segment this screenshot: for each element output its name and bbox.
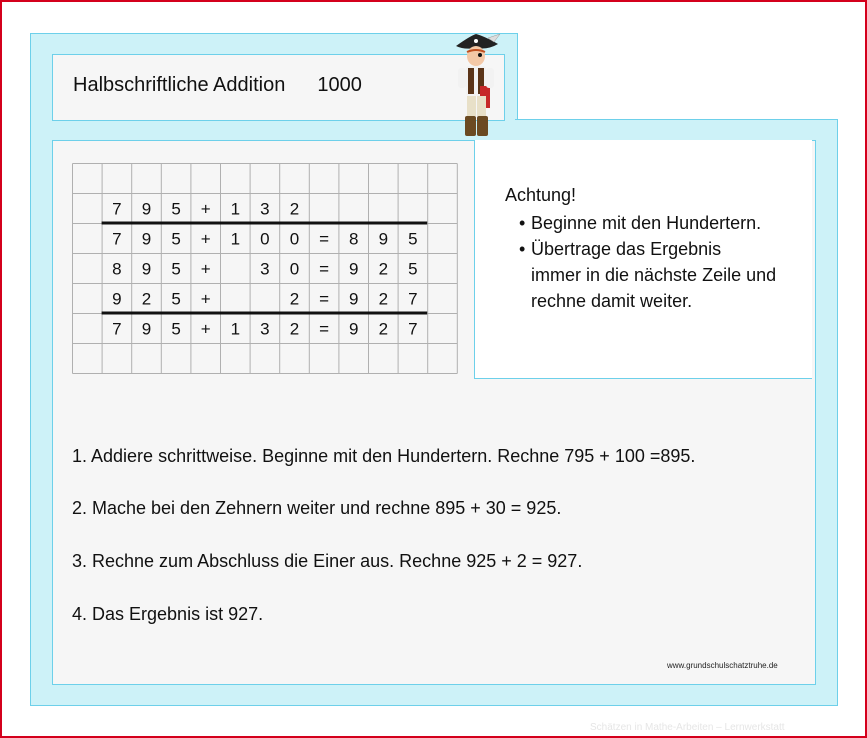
page-title: Halbschriftliche Addition xyxy=(73,74,286,96)
pirate-illustration xyxy=(450,32,504,140)
grid-cell-digit: 3 xyxy=(260,259,270,279)
bullet-icon: • xyxy=(519,239,526,259)
grid-cell-digit: 5 xyxy=(171,289,181,309)
grid-cell-digit: 0 xyxy=(289,229,300,249)
note-title: Achtung! xyxy=(505,185,577,205)
grid-cell-digit: 9 xyxy=(378,229,389,249)
grid-cell-digit: 2 xyxy=(289,319,300,339)
grid-cell-digit: = xyxy=(319,319,330,339)
grid-cell-digit: 0 xyxy=(260,229,270,249)
grid-cell-digit: 0 xyxy=(289,259,300,279)
bullet-icon: • xyxy=(519,213,526,233)
grid-cell-digit: 5 xyxy=(408,229,418,249)
note-text: Übertrage das Ergebnis xyxy=(531,239,722,259)
grid-cell-digit: 5 xyxy=(171,319,181,339)
watermark: Schätzen in Mathe-Arbeiten – Lernwerkstatt xyxy=(590,722,785,733)
grid-cell-digit: 7 xyxy=(112,319,122,339)
grid-cell-digit: 5 xyxy=(171,199,181,219)
title-box xyxy=(52,54,505,121)
step-3: 3. Rechne zum Abschluss die Einer aus. Rechne 925 + 2 = 927. xyxy=(72,551,583,571)
note-text: immer in die nächste Zeile und xyxy=(531,265,777,285)
step-2: 2. Mache bei den Zehnern weiter und rechne 895 + 30 = 925. xyxy=(72,498,562,518)
note-list xyxy=(505,210,805,314)
grid-cell-digit: 2 xyxy=(378,289,389,309)
grid-cell-digit: 8 xyxy=(112,259,122,279)
grid-cell-digit: + xyxy=(200,289,211,309)
grid-cell-digit: 9 xyxy=(348,289,359,309)
grid-cell-digit: 7 xyxy=(112,199,122,219)
grid-cell-digit: 9 xyxy=(348,259,359,279)
grid-cell-digit: 2 xyxy=(289,289,300,309)
grid-cell-digit: + xyxy=(200,229,211,249)
grid-cell-digit: = xyxy=(319,229,330,249)
title-number: 1000 xyxy=(317,74,362,96)
grid-cell-digit: + xyxy=(200,319,211,339)
grid-cell-digit: 9 xyxy=(141,229,152,249)
grid-cell-digit: 1 xyxy=(230,319,241,339)
grid-cell-digit: 3 xyxy=(260,319,270,339)
note-item xyxy=(505,210,805,236)
note-box xyxy=(474,140,812,379)
note-text: Beginne mit den Hundertern. xyxy=(531,213,762,233)
grid-cell-digit: 9 xyxy=(112,289,122,309)
grid-cell-digit: + xyxy=(200,259,211,279)
grid-cell-digit: 5 xyxy=(171,229,181,249)
grid-cell-digit: 5 xyxy=(171,259,181,279)
step-1: 1. Addiere schrittweise. Beginne mit den Hundertern. Rechne 795 + 100 =895. xyxy=(72,446,696,466)
grid-cell-digit: 2 xyxy=(141,289,152,309)
grid-cell-digit: 9 xyxy=(141,319,152,339)
footer-url: www.grundschulschatztruhe.de xyxy=(667,661,778,670)
grid-cell-digit: 2 xyxy=(289,199,300,219)
grid-cell-digit: 9 xyxy=(348,319,359,339)
grid-cell-digit: + xyxy=(200,199,211,219)
grid-cell-digit: = xyxy=(319,259,330,279)
note-text: rechne damit weiter. xyxy=(531,291,693,311)
note-item xyxy=(505,236,805,262)
grid-cell-digit: 1 xyxy=(230,229,241,249)
grid-cell-digit: 7 xyxy=(112,229,122,249)
grid-cell-digit: 9 xyxy=(141,259,152,279)
grid-cell-digit: 5 xyxy=(408,259,418,279)
grid-cell-digit: 9 xyxy=(141,199,152,219)
grid-cell-digit: 3 xyxy=(260,199,270,219)
step-4: 4. Das Ergebnis ist 927. xyxy=(72,604,264,624)
grid-cell-digit: 7 xyxy=(408,319,418,339)
grid-cell-digit: 2 xyxy=(378,259,389,279)
grid-cell-digit: 2 xyxy=(378,319,389,339)
grid-cell-digit: = xyxy=(319,289,330,309)
grid-cell-digit: 8 xyxy=(348,229,359,249)
calculation-grid xyxy=(72,161,459,377)
grid-cell-digit: 1 xyxy=(230,199,241,219)
grid-cell-digit: 7 xyxy=(408,289,418,309)
